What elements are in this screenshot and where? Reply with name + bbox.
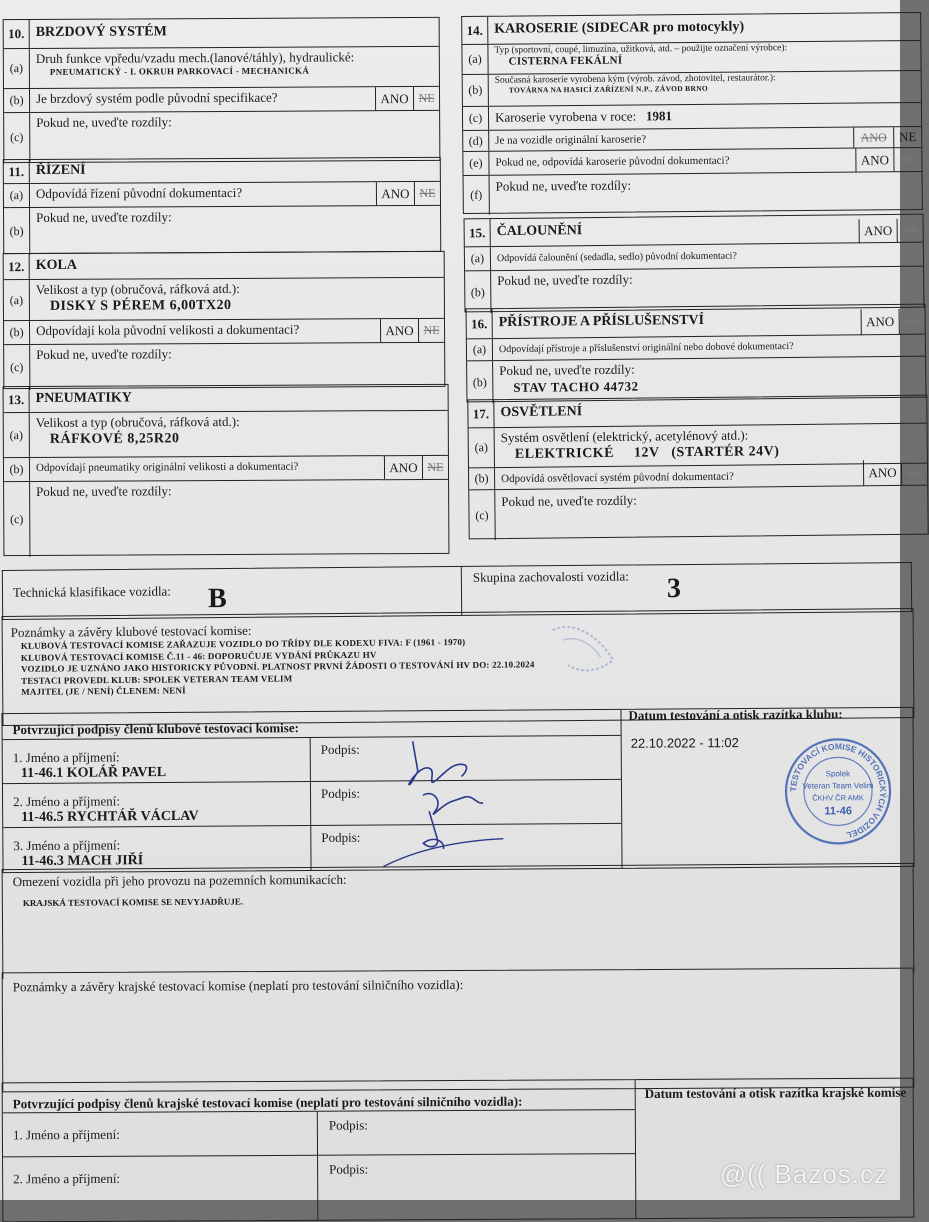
regional-notes-box [2,968,915,1093]
section-number: 14. [462,17,488,44]
member-name-label: 3. Jméno a příjmení: [13,837,121,854]
regional-signatures-box [2,1078,915,1222]
section-instruments [466,304,927,403]
member-sign-label: Podpis: [320,785,361,801]
ne-checkbox[interactable]: NE [418,319,444,342]
member-name-label: 2. Jméno a příjmení: [13,793,120,810]
club-note-line: TESTACI PROVEDL KLUB: SPOLEK VETERAN TEAM VELIM [21,672,293,686]
ne-checkbox[interactable]: NE [899,309,925,335]
bazos-watermark: @(( Bazos.cz [719,1159,888,1189]
brake-type-value: PNEUMATICKÝ - I. OKRUH PARKOVACÍ - MECHANICKÁ [49,65,310,77]
ano-checkbox[interactable]: ANO [859,219,897,243]
ano-checkbox[interactable]: ANO [855,148,893,171]
instruments-original-label: Odpovídají přístroje a příslušenství originální nebo dobové dokumentaci? [498,340,794,356]
member-name-value: 11-46.3 MACH JIŘÍ [21,853,144,870]
section-title: OSVĚTLENÍ [500,404,583,421]
tyre-original-label: Odpovídají pneumatiky originální velikosti a dokumentaci? [35,460,299,474]
body-type-value: CISTERNA FEKÁLNÍ [508,54,623,68]
lighting-type-label: Systém osvětlení (elektrický, acetylénový atd.): [500,427,749,446]
regional-member-row [3,1110,635,1157]
member-name-label: 1. Jméno a příjmení: [12,749,120,766]
ne-checkbox[interactable]: NE [422,456,448,479]
stamp-line: ČKHV ČR AMK [812,793,864,803]
brake-type-label: Druh funkce vpředu/vzadu mech.(lanové/táhly), hydraulické: [35,49,355,66]
ne-checkbox[interactable]: NE [897,219,923,243]
row-letter: (a) [462,45,488,74]
preservation-group-label: Skupina zachovalosti vozidla: [472,568,629,585]
section-lighting [467,395,928,540]
body-maker-value: TOVÁRNA NA HASICÍ ZAŘÍZENÍ N.P., ZÁVOD BRNO [508,83,709,95]
row-letter: (b) [4,208,30,255]
ano-checkbox[interactable]: ANO [384,456,422,479]
upholstery-original-label: Odpovídá čalounění (sedadla, sedlo) původní dokumentaci? [496,250,737,265]
row-letter: (f) [464,176,490,215]
section-number: 10. [4,20,30,48]
body-maker-label: Současná karoserie vyrobena kým (výrob. závod, zhotovitel, restaurátor.): [494,73,776,86]
club-signatures-box [1,707,914,873]
section-bodywork [461,12,923,214]
regional-notes-label: Poznámky a závěry krajské testovací komise (neplatí pro testování silničního vozidla): [12,976,464,995]
section-steering [3,157,441,254]
body-doc-label: Pokud ne, odpovídá karoserie původní dokumentaci? [495,154,730,169]
section-number: 11. [4,160,30,183]
steering-original-label: Odpovídá řízení původní dokumentaci? [35,184,243,201]
row-letter: (b) [469,468,495,489]
restrictions-label: Omezení vozidla při jeho provozu na pozemních komunikacích: [12,871,347,890]
differences-label: Pokud ne, uveďte rozdíly: [495,177,632,194]
body-year-value: 1981 [645,108,672,124]
tech-class-value: B [207,583,227,615]
ano-checkbox[interactable]: ANO [863,460,901,485]
club-notes-label: Poznámky a závěry klubové testovací komise: [10,622,252,640]
lighting-original-label: Odpovídá osvětlovací systém původní dokumentaci? [501,470,734,486]
wheel-type-label: Velikost a typ (obručová, ráfková atd.): [35,280,240,297]
differences-label: Pokud ne, uveďte rozdíly: [36,114,172,130]
row-letter: (b) [4,458,30,481]
row-letter: (b) [463,75,489,106]
body-year-label: Karoserie vyrobena v roce: [494,108,637,125]
row-letter: (c) [4,113,30,162]
lighting-type-value: ELEKTRICKÉ 12V (STARTÉR 24V) [514,444,780,462]
section-title: ŘÍZENÍ [35,162,86,178]
section-title: KAROSERIE (SIDECAR pro motocykly) [494,19,745,37]
section-title: KOLA [35,257,77,273]
member-sign-label: Podpis: [320,741,360,757]
tyre-type-value: RÁFKOVÉ 8,25R20 [49,431,180,447]
body-type-label: Typ (sportovní, coupé, limuzína, užitková, atd. – použijte označení výrobce): [494,43,788,56]
section-wheels [3,251,446,389]
member-sign-label: Podpis: [321,829,361,845]
ne-checkbox[interactable]: NE [893,127,921,147]
body-original-label: Je na vozidle originální karoserie? [495,133,647,147]
stamp-line: Spolek [825,769,851,779]
row-letter: (b) [465,271,491,313]
regional-member-row [3,1154,635,1201]
ano-checkbox[interactable]: ANO [375,87,413,110]
club-member-row [3,736,621,784]
ne-checkbox[interactable]: NE [414,182,440,205]
row-letter: (a) [4,49,30,88]
member-sign-label: Podpis: [328,1117,368,1133]
row-letter: (b) [4,89,30,112]
row-letter: (a) [4,280,30,320]
section-title: PNEUMATIKY [35,390,132,406]
club-note-line: VOZIDLO JE UZNÁNO JAKO HISTORICKY PŮVODNÍ. PLATNOST PRVNÍ ŽÁDOSTI O TESTOVÁNÍ HV DO: 22.10.2024 [20,659,535,674]
wheel-original-label: Odpovídají kola původní velikosti a dokumentaci? [36,321,300,338]
ano-checkbox[interactable]: ANO [380,319,418,342]
ne-checkbox[interactable]: NE [413,87,439,110]
member-name-value: 11-46.5 RYCHTÁŘ VÁCLAV [21,808,199,826]
differences-label: Pokud ne, uveďte rozdíly: [36,483,172,499]
section-number: 17. [468,400,494,427]
row-letter: (a) [465,247,491,270]
section-title: ČALOUNĚNÍ [496,223,583,240]
section-brakes [3,17,441,163]
ne-checkbox[interactable]: NE [901,464,927,485]
faded-stamp-mark [543,620,624,681]
stamp-line: Veteran Team Velim [802,781,874,791]
row-letter: (d) [463,131,489,151]
section-title: PŘÍSTROJE A PŘÍSLUŠENSTVÍ [498,312,705,331]
ne-checkbox[interactable]: NE [893,148,921,171]
tyre-type-label: Velikost a typ (obručová, ráfková atd.): [35,413,240,430]
section-title: BRZDOVÝ SYSTÉM [35,24,167,40]
differences-label: Pokud ne, uveďte rozdíly: [497,271,633,289]
club-member-row [3,780,621,828]
preservation-group-value: 3 [666,573,682,605]
section-tyres [3,384,450,556]
differences-label: Pokud ne, uveďte rozdíly: [36,209,172,225]
section-number: 12. [4,254,30,279]
differences-label: Pokud ne, uveďte rozdíly: [501,492,637,510]
restrictions-box [2,863,915,979]
ano-checkbox[interactable]: ANO [861,309,899,335]
section-upholstery [464,214,925,313]
row-letter: (b) [4,321,30,344]
section-number: 13. [4,387,30,412]
row-letter: (c) [4,345,30,390]
row-letter: (a) [469,428,495,467]
row-letter: (c) [463,107,489,130]
ano-checkbox[interactable]: ANO [853,127,893,147]
club-date-value: 22.10.2022 - 11:02 [630,735,739,751]
differences-label: Pokud ne, uveďte rozdíly: [36,346,172,362]
stamp-ring-text: TESTOVACÍ KOMISE HISTORICKÝCH VOZIDEL [787,741,889,841]
member-sign-label: Podpis: [329,1161,369,1177]
row-letter: (a) [4,184,30,207]
row-letter: (c) [4,482,30,557]
brake-original-label: Je brzdový systém podle původní specifikace? [36,89,278,106]
club-note-line: KLUBOVÁ TESTOVACÍ KOMISE Č.11 - 46: DOPORUČUJE VYDÁNÍ PRŮKAZU HV [20,649,377,663]
club-date-title: Datum testování a otisk razítka klubu: [628,706,843,723]
differences-label: Pokud ne, uveďte rozdíly: [499,361,635,379]
club-note-line: MAJITEL (JE / NENÍ) ČLENEM: NENÍ [21,685,186,697]
tech-class-label: Technická klasifikace vozidla: [12,583,171,600]
row-letter: (a) [467,339,493,360]
club-signatures-title: Potvrzující podpisy členů klubové testovací komise: [12,720,299,738]
club-stamp [783,736,894,847]
section-number: 16. [467,309,493,338]
row-letter: (b) [467,361,493,403]
club-note-line: KLUBOVÁ TESTOVACÍ KOMISE ZAŘAZUJE VOZIDLO DO TŘÍDY DLE KODEXU FIVA: F (1961 - 1970) [20,636,466,651]
row-letter: (e) [463,152,489,175]
wheel-type-value: DISKY S PÉREM 6,00TX20 [49,297,232,314]
handwritten-signature [373,731,514,872]
instruments-diff-value: STAV TACHO 44732 [513,378,639,395]
regional-date-title: Datum testování a otisk razítka krajské komise [644,1084,907,1102]
member-name-value: 11-46.1 KOLÁŘ PAVEL [20,765,167,782]
ano-checkbox[interactable]: ANO [376,182,414,205]
member-name-label: 1. Jméno a příjmení: [12,1126,120,1143]
row-letter: (a) [4,413,30,457]
row-letter: (c) [469,490,496,540]
stamp-number: 11-46 [824,805,852,818]
restrictions-value: KRAJSKÁ TESTOVACÍ KOMISE SE NEVYJADŘUJE. [22,896,244,909]
regional-signatures-title: Potvrzující podpisy členů krajské testovací komise (neplatí pro testování silničního vozidla): [12,1093,523,1112]
section-number: 15. [465,219,491,246]
member-name-label: 2. Jméno a příjmení: [13,1170,121,1187]
